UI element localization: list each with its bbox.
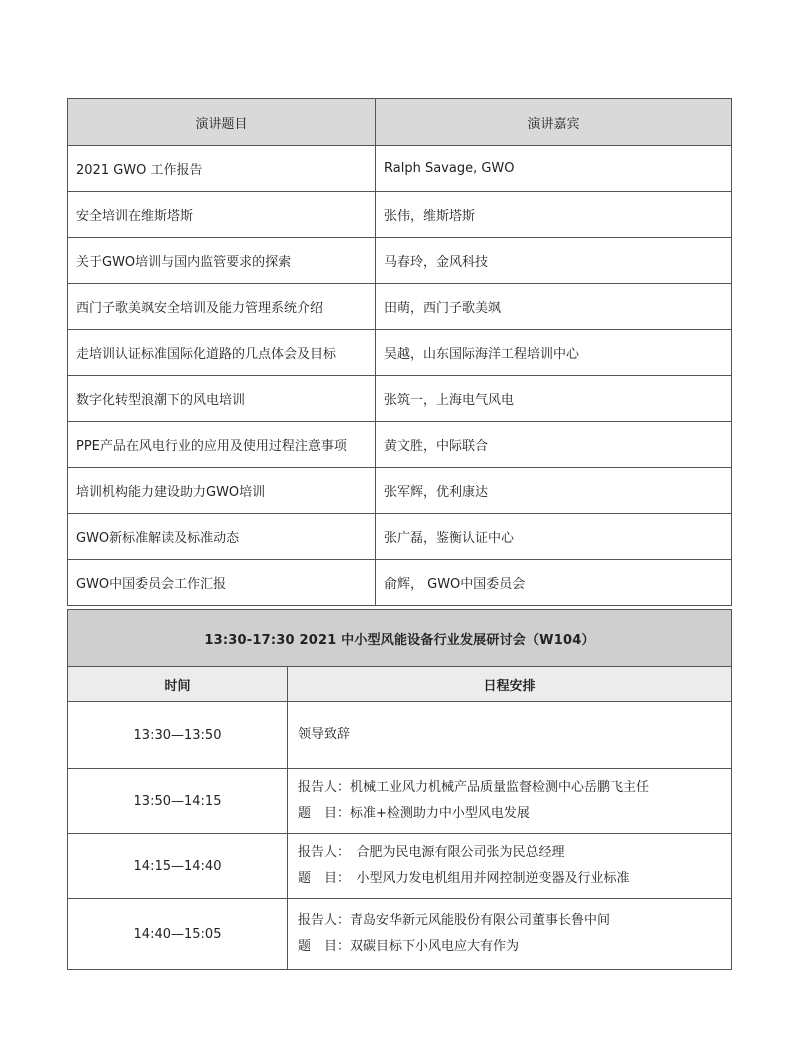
topic-cell: 走培训认证标准国际化道路的几点体会及目标 (68, 330, 376, 376)
table-row (68, 514, 732, 560)
header-topic: 演讲题目 (68, 99, 376, 146)
agenda-cell (288, 702, 732, 769)
speaker-table (67, 98, 732, 606)
header-agenda: 日程安排 (288, 667, 732, 702)
speaker-cell: 俞辉， GWO中国委员会 (376, 560, 732, 606)
speaker-cell: 张广磊，鉴衡认证中心 (376, 514, 732, 560)
speaker-cell: 田萌，西门子歌美飒 (376, 284, 732, 330)
speaker-cell: 张筑一，上海电气风电 (376, 376, 732, 422)
header-speaker: 演讲嘉宾 (376, 99, 732, 146)
topic-cell: GWO新标准解读及标准动态 (68, 514, 376, 560)
topic-cell: GWO中国委员会工作汇报 (68, 560, 376, 606)
table-row (68, 330, 732, 376)
table-row (68, 284, 732, 330)
agenda-cell (288, 834, 732, 899)
table-row (68, 238, 732, 284)
agenda-cell (288, 769, 732, 834)
time-cell: 13:30—13:50 (68, 702, 288, 769)
schedule-row (68, 899, 732, 970)
topic-cell: 培训机构能力建设助力GWO培训 (68, 468, 376, 514)
time-cell: 13:50—14:15 (68, 769, 288, 834)
topic-cell: 数字化转型浪潮下的风电培训 (68, 376, 376, 422)
speaker-cell: 马春玲，金风科技 (376, 238, 732, 284)
topic-cell: PPE产品在风电行业的应用及使用过程注意事项 (68, 422, 376, 468)
topic-cell: 关于GWO培训与国内监管要求的探索 (68, 238, 376, 284)
speaker-cell: 吴越，山东国际海洋工程培训中心 (376, 330, 732, 376)
table-row (68, 146, 732, 192)
table-row (68, 560, 732, 606)
session-title: 13:30-17:30 2021 中小型风能设备行业发展研讨会（W104） (68, 610, 732, 667)
session-banner-row (68, 610, 732, 667)
schedule-header-row (68, 667, 732, 702)
speaker-cell: Ralph Savage, GWO (376, 146, 732, 192)
table-row (68, 468, 732, 514)
topic-cell: 安全培训在维斯塔斯 (68, 192, 376, 238)
table-row (68, 422, 732, 468)
header-time: 时间 (68, 667, 288, 702)
time-cell: 14:40—15:05 (68, 899, 288, 970)
time-cell: 14:15—14:40 (68, 834, 288, 899)
schedule-row (68, 702, 732, 769)
agenda-cell (288, 899, 732, 970)
topic-cell: 2021 GWO 工作报告 (68, 146, 376, 192)
speaker-cell: 黄文胜，中际联合 (376, 422, 732, 468)
schedule-row (68, 834, 732, 899)
topic-line: 题 目：标准+检测助力中小型风电发展 (298, 806, 530, 821)
table-row (68, 376, 732, 422)
speaker-cell: 张伟，维斯塔斯 (376, 192, 732, 238)
table-row (68, 192, 732, 238)
topic-line: 题 目： 小型风力发电机组用并网控制逆变器及行业标准 (298, 871, 630, 886)
topic-cell: 西门子歌美飒安全培训及能力管理系统介绍 (68, 284, 376, 330)
topic-line: 题 目：双碳目标下小风电应大有作为 (298, 939, 520, 954)
table-header-row (68, 99, 732, 146)
schedule-table (67, 609, 732, 970)
reporter-line: 报告人： 合肥为民电源有限公司张为民总经理 (298, 845, 565, 860)
agenda-line: 领导致辞 (298, 727, 351, 742)
speaker-cell: 张军辉，优利康达 (376, 468, 732, 514)
reporter-line: 报告人：机械工业风力机械产品质量监督检测中心岳鹏飞主任 (298, 780, 650, 795)
reporter-line: 报告人：青岛安华新元风能股份有限公司董事长鲁中间 (298, 913, 611, 928)
schedule-row (68, 769, 732, 834)
